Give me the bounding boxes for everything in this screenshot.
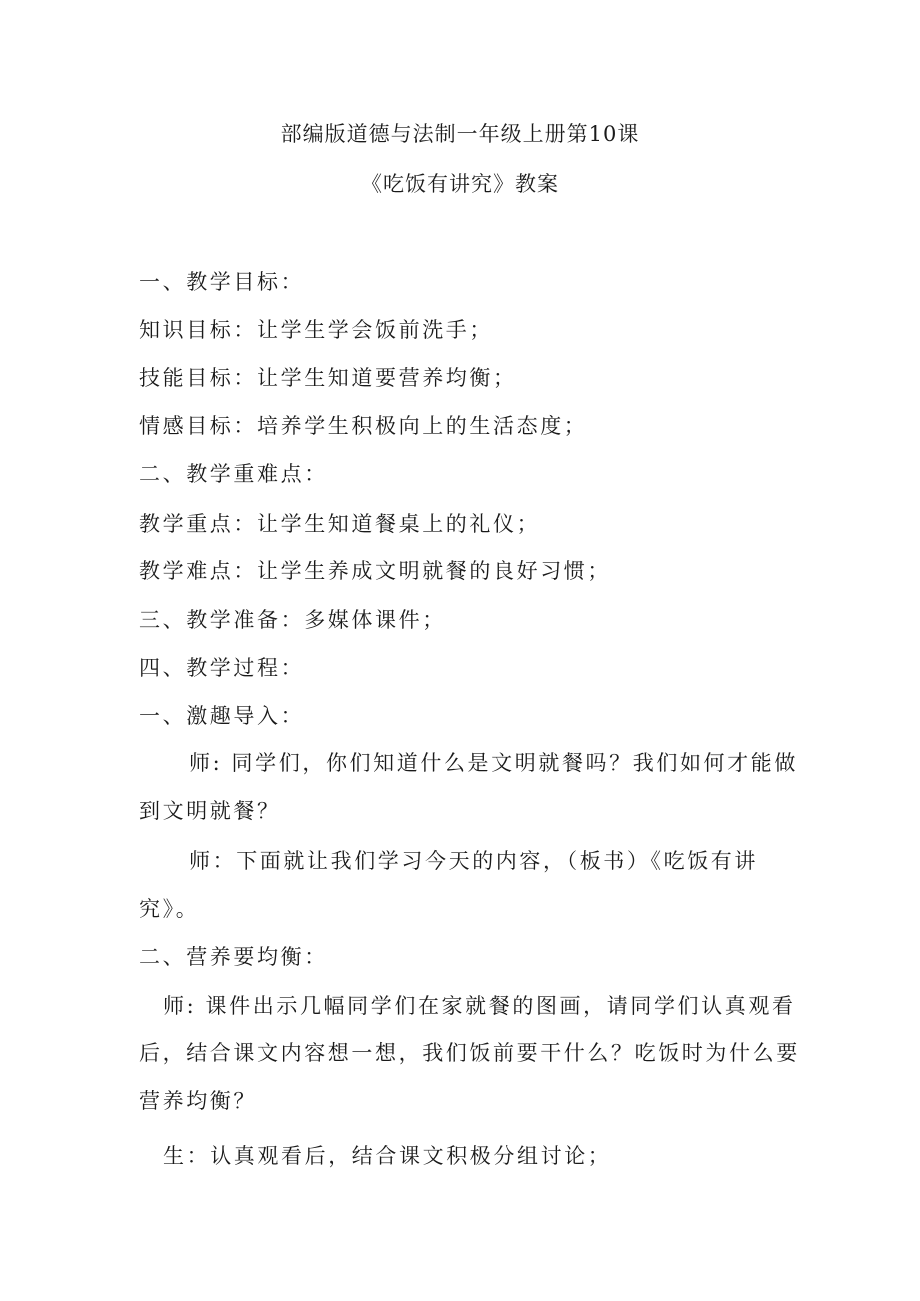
- paragraph-student-response: 生：认真观看后，结合课文积极分组讨论；: [163, 1144, 612, 1168]
- section-heading-nutrition: 二、营养要均衡：: [139, 945, 328, 969]
- paragraph-skill-goal: 技能目标：让学生知道要营养均衡；: [139, 366, 517, 390]
- paragraph-teacher-intro-2-cont: 究》。: [139, 897, 200, 921]
- paragraph-teacher-question-1-cont: 到文明就餐？: [139, 799, 281, 823]
- paragraph-teacher-question-1: 师: 同学们，你们知道什么是文明就餐吗？我们如何才能做: [189, 751, 798, 775]
- section-heading-key-points: 二、教学重难点：: [139, 462, 328, 486]
- document-title: 部编版道德与法制一年级上册第10课: [280, 122, 640, 146]
- paragraph-difficult-point: 教学难点：让学生养成文明就餐的良好习惯；: [139, 559, 611, 583]
- section-heading-objectives: 一、教学目标：: [139, 270, 305, 294]
- paragraph-teacher-intro-2: 师：下面就让我们学习今天的内容，（板书）《吃饭有讲: [189, 849, 758, 873]
- paragraph-key-point: 教学重点：让学生知道餐桌上的礼仪；: [139, 512, 541, 536]
- section-heading-process: 四、教学过程：: [139, 656, 305, 680]
- document-subtitle: 《吃饭有讲究》教案: [361, 172, 559, 196]
- paragraph-teacher-courseware-cont: 后，结合课文内容想一想，我们饭前要干什么？吃饭时为什么要: [139, 1041, 800, 1065]
- section-heading-intro: 一、激趣导入：: [139, 704, 305, 728]
- paragraph-teacher-courseware-cont2: 营养均衡？: [139, 1089, 257, 1113]
- paragraph-teacher-courseware: 师: 课件出示几幅同学们在家就餐的图画，请同学们认真观看: [163, 994, 796, 1018]
- paragraph-emotion-goal: 情感目标：培养学生积极向上的生活态度；: [139, 414, 588, 438]
- section-heading-preparation: 三、教学准备：多媒体课件；: [139, 608, 446, 632]
- paragraph-knowledge-goal: 知识目标：让学生学会饭前洗手；: [139, 318, 493, 342]
